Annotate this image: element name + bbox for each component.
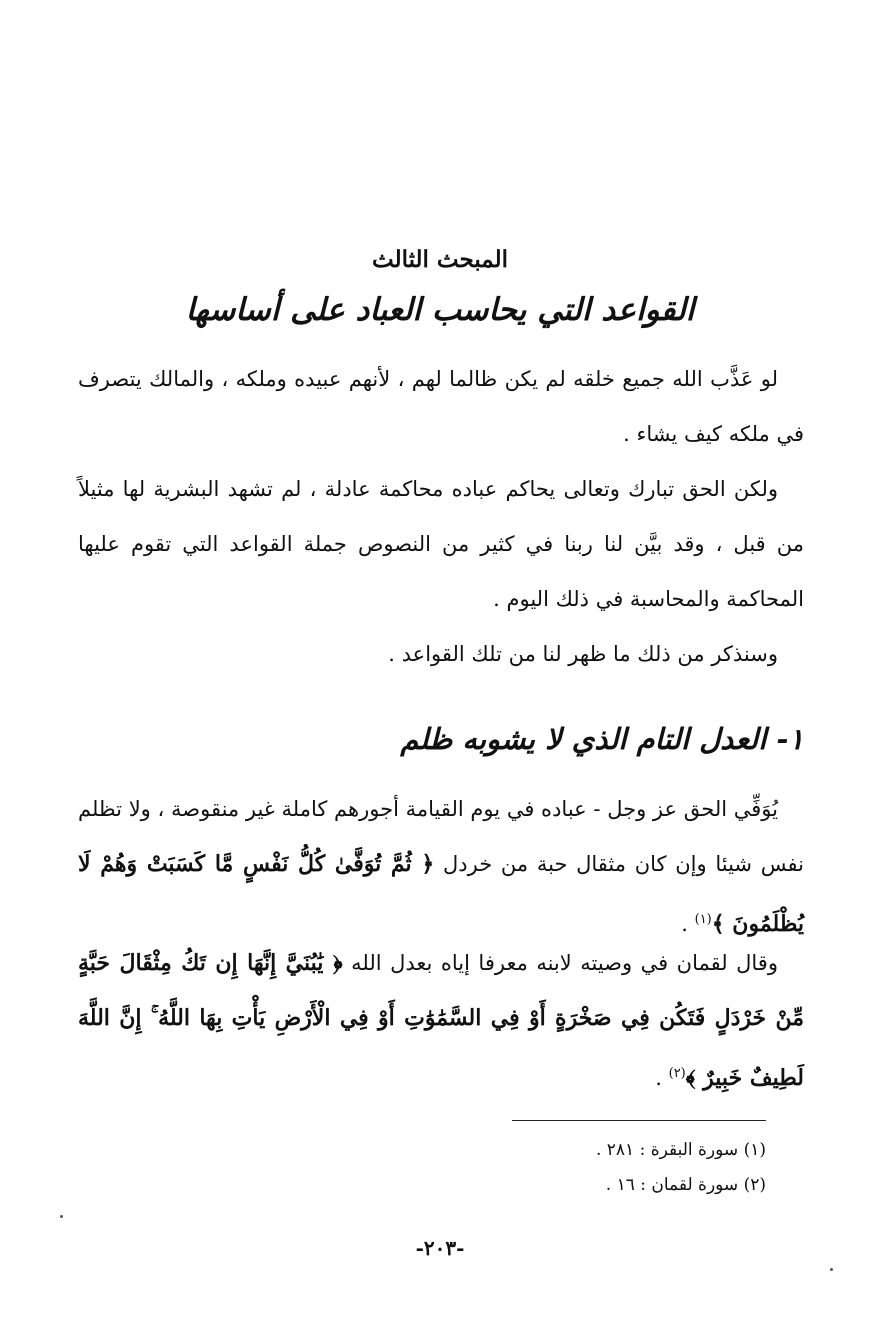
subheading-justice: ١- العدل التام الذي لا يشوبه ظلم <box>400 722 804 756</box>
scan-speck <box>60 1215 63 1218</box>
scan-speck <box>830 1268 833 1271</box>
paragraph-4-text: يُوَفِّي الحق عز وجل - عباده في يوم القيامة أجورهم كاملة غير منقوصة ، ولا تظلم نفس شيئا وإن كان مثقال حبة من خردل <box>78 797 804 876</box>
section-label: المبحث الثالث <box>371 246 508 273</box>
footnote-ref-1: (١) <box>694 912 712 927</box>
paragraph-2: ولكن الحق تبارك وتعالى يحاكم عباده محاكمة عادلة ، لم تشهد البشرية لها مثيلاً من قبل ، وقد بيَّن لنا ربنا في كثير من النصوص جملة القواعد التي تقوم عليها المحاكمة والمحاسبة في ذلك اليوم . <box>78 477 804 611</box>
quran-verse-2: ﴿ يَٰبُنَيَّ إِنَّهَا إِن تَكُ مِثْقَالَ حَبَّةٍ مِّنْ خَرْدَلٍ فَتَكُن فِي صَخْرَةٍ أَوْ فِي السَّمَٰوَٰتِ أَوْ فِي الْأَرْضِ يَأْتِ بِهَا اللَّهُ ۚ إِنَّ اللَّهَ لَطِيفٌ خَبِيرٌ ﴾ <box>78 950 804 1091</box>
section-title: القواعد التي يحاسب العباد على أساسها <box>185 292 695 328</box>
footnote-ref-2: (٢) <box>668 1066 686 1081</box>
footnote-1: (١) سورة البقرة : ٢٨١ . <box>595 1140 766 1160</box>
paragraph-5-end: . <box>655 1066 669 1090</box>
paragraph-3: وسنذكر من ذلك ما ظهر لنا من تلك القواعد . <box>388 642 778 666</box>
page-number: -٢٠٣- <box>415 1236 465 1260</box>
footnote-divider <box>512 1120 766 1121</box>
quran-verse-1: ﴿ ثُمَّ تُوَفَّىٰ كُلُّ نَفْسٍ مَّا كَسَبَتْ وَهُمْ لَا يُظْلَمُونَ ﴾ <box>78 851 804 937</box>
paragraph-4-end: . <box>681 912 695 936</box>
paragraph-1: لو عَذَّب الله جميع خلقه لم يكن ظالما لهم ، لأنهم عبيده وملكه ، والمالك يتصرف في ملكه كيف يشاء . <box>78 367 804 446</box>
paragraph-4 <box>78 782 804 952</box>
paragraph-5-text: وقال لقمان في وصيته لابنه معرفا إياه بعدل الله <box>351 951 778 975</box>
paragraph-5 <box>78 936 804 1106</box>
footnote-2: (٢) سورة لقمان : ١٦ . <box>605 1175 766 1195</box>
